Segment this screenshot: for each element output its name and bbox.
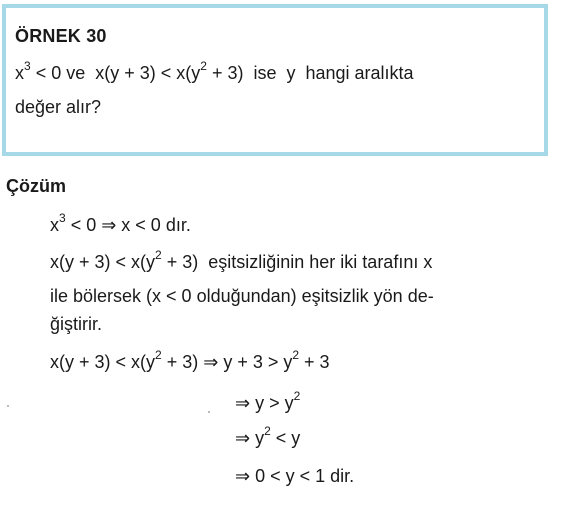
sol5-mid: + 3) ⇒ y + 3 > y bbox=[161, 352, 293, 372]
problem-ineq-exponent: 2 bbox=[200, 59, 207, 73]
problem-y: y bbox=[286, 63, 296, 83]
problem-statement-line1 bbox=[15, 59, 414, 84]
problem-statement-line2: değer alır? bbox=[15, 97, 102, 117]
problem-ve: ve bbox=[66, 63, 86, 83]
sol5-left: x(y + 3) < x(y bbox=[50, 352, 156, 372]
sol6-exponent: 2 bbox=[293, 389, 301, 403]
scan-speck bbox=[208, 411, 210, 413]
sol7-pre: ⇒ y bbox=[235, 428, 265, 448]
solution-line1 bbox=[50, 211, 191, 236]
problem-rest: hangi aralıkta bbox=[305, 63, 414, 83]
sol2-right: + 3) bbox=[161, 252, 199, 272]
sol7-exponent: 2 bbox=[264, 424, 271, 438]
problem-x-exponent: 3 bbox=[24, 59, 31, 73]
sol1-exponent: 3 bbox=[59, 211, 66, 225]
scan-speck bbox=[7, 405, 9, 407]
solution-line7 bbox=[235, 424, 301, 449]
solution-title: Çözüm bbox=[6, 176, 66, 196]
sol2-text: eşitsizliğinin her iki tarafını x bbox=[208, 252, 433, 272]
sol2-left: x(y + 3) < x(y bbox=[50, 252, 156, 272]
problem-x: x bbox=[15, 63, 24, 83]
sol2-exponent: 2 bbox=[155, 248, 162, 262]
sol5-right: + 3 bbox=[299, 352, 330, 372]
problem-lt-zero: < 0 bbox=[30, 63, 67, 83]
solution-line5 bbox=[50, 348, 330, 373]
solution-line4: ğiştirir. bbox=[50, 314, 103, 334]
sol5-exponent2: 2 bbox=[292, 348, 300, 362]
problem-ise: ise bbox=[253, 63, 277, 83]
sol1-rest: < 0 ⇒ x < 0 dır. bbox=[65, 215, 191, 235]
sol7-post: < y bbox=[270, 428, 301, 448]
example-title: ÖRNEK 30 bbox=[15, 26, 107, 46]
problem-ineq-right: + 3) bbox=[206, 63, 244, 83]
solution-line3: ile bölersek (x < 0 olduğundan) eşitsizlik yön de- bbox=[50, 286, 434, 306]
sol6-text: ⇒ y > y bbox=[235, 393, 294, 413]
solution-line2 bbox=[50, 248, 433, 273]
sol5-exponent1: 2 bbox=[155, 348, 162, 362]
solution-line8: ⇒ 0 < y < 1 dir. bbox=[235, 466, 355, 486]
problem-ineq-left: x(y + 3) < x(y bbox=[95, 63, 201, 83]
solution-line6 bbox=[235, 389, 301, 414]
sol1-x: x bbox=[50, 215, 59, 235]
